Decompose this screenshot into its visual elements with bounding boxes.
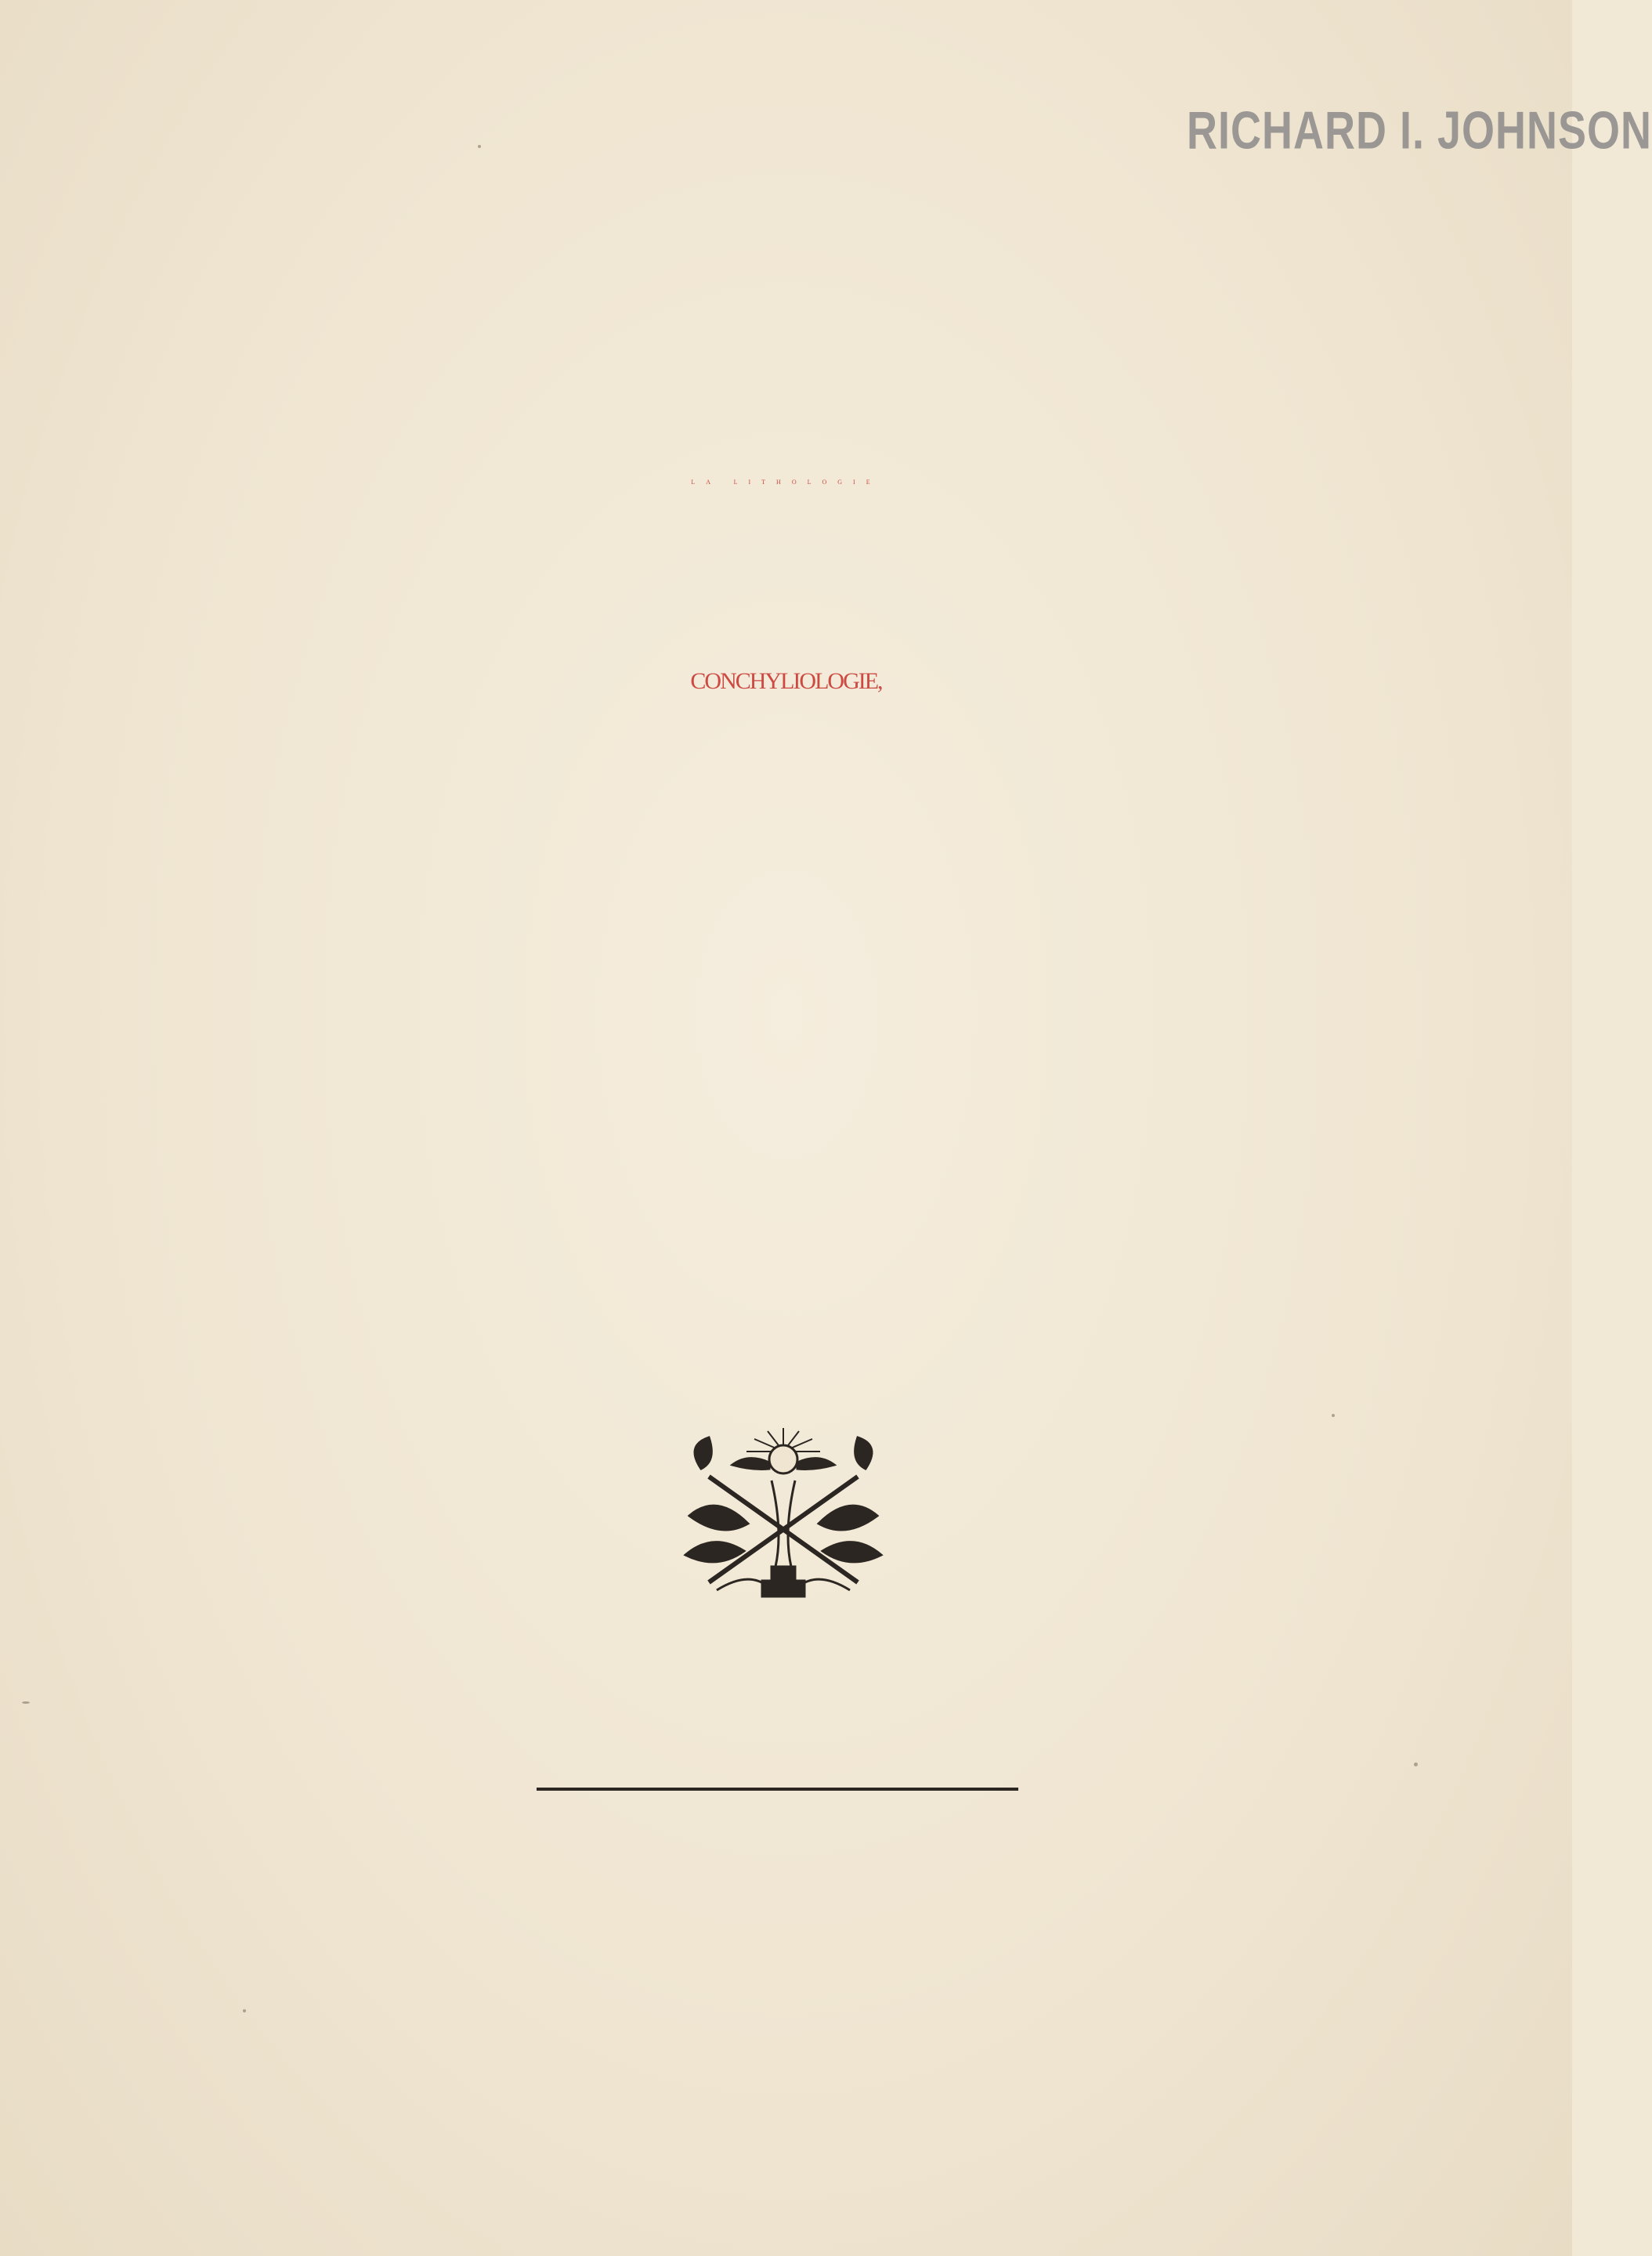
paper-speck: [478, 145, 481, 148]
title-line-lithologie: LA LITHOLOGIE: [691, 479, 881, 486]
paper-speck: [243, 2009, 246, 2012]
paper-speck: [1332, 1414, 1335, 1417]
ownership-stamp: RICHARD I. JOHNSON: [1187, 101, 1652, 161]
imprint-divider: [537, 1788, 1018, 1791]
printers-device-ornament-icon: [654, 1422, 913, 1618]
paper-speck: [1414, 1762, 1418, 1766]
title-line-conchyliologie: CONCHYLIOLOGIE,: [690, 668, 882, 694]
paper-speck: [22, 1701, 30, 1704]
